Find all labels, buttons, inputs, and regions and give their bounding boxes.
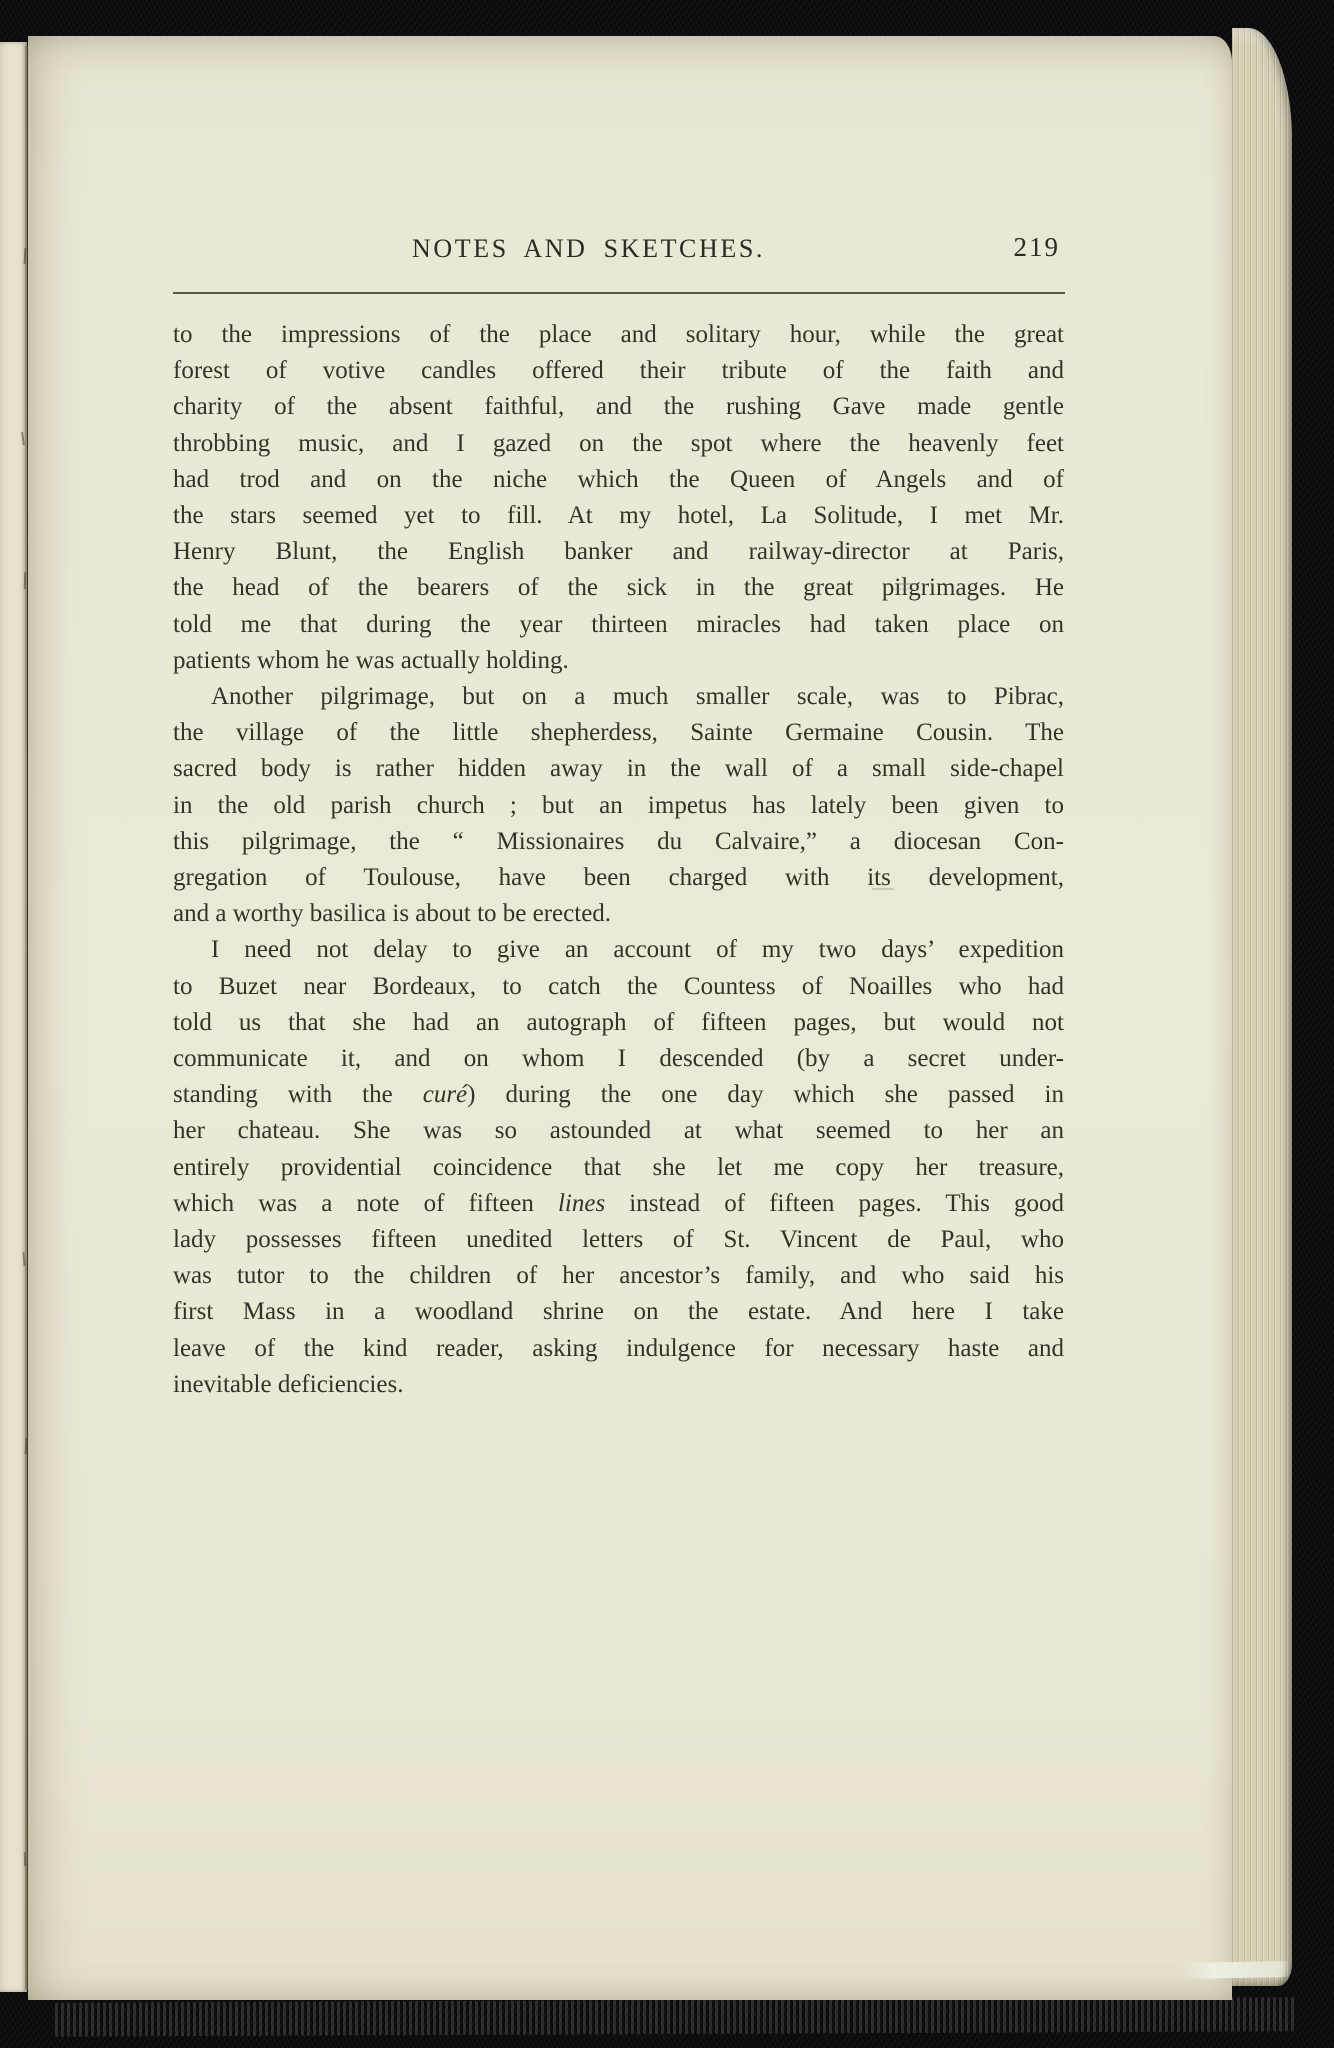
text-line <box>173 896 1064 932</box>
body-text: Another pilgrimage, but on a much smaller scale, was to Pibrac, <box>211 683 1064 711</box>
text-line <box>173 317 1064 353</box>
body-text: throbbing music, and I gazed on the spot where the heavenly feet <box>173 429 1064 457</box>
body-text: entirely providential coincidence that she let me copy her treasure, <box>173 1153 1064 1181</box>
italic-text: curé <box>422 1081 468 1109</box>
text-line <box>173 1222 1064 1258</box>
margin-pen-tick <box>24 1852 26 1866</box>
body-text: I need not delay to give an account of my two days’ expedition <box>211 936 1064 964</box>
text-line <box>173 1258 1064 1294</box>
body-text: told me that during the year thirteen miracles had taken place on <box>173 610 1064 638</box>
text-line <box>173 1331 1064 1367</box>
margin-blemish-dash <box>895 583 915 585</box>
body-text: told us that she had an autograph of fifteen pages, but would not <box>173 1008 1064 1036</box>
text-line <box>173 1367 1064 1403</box>
text-line <box>173 389 1064 425</box>
text-line <box>173 788 1064 824</box>
page-number: 219 <box>1013 232 1060 262</box>
book-cover-texture-band <box>55 1997 1295 2036</box>
body-text: had trod and on the niche which the Queen of Angels and of <box>173 465 1064 493</box>
body-text: to the impressions of the place and solitary hour, while the great <box>173 321 1064 348</box>
text-line <box>173 462 1064 498</box>
body-text: patients whom he was actually holding. <box>173 646 569 674</box>
body-text: leave of the kind reader, asking indulgence for necessary haste and <box>173 1334 1064 1362</box>
body-text: the village of the little shepherdess, Sainte Germaine Cousin. The <box>173 719 1064 747</box>
running-head <box>173 234 1064 276</box>
body-text: which was a note of fifteen <box>173 1189 558 1217</box>
text-line <box>173 426 1064 462</box>
body-text: communicate it, and on whom I descended (by a secret under- <box>173 1045 1064 1073</box>
body-text: standing with the <box>173 1081 423 1109</box>
book-page <box>28 36 1232 2000</box>
header-rule <box>173 292 1065 294</box>
text-line <box>173 1041 1064 1077</box>
body-text: her chateau. She was so astounded at what seemed to her an <box>173 1117 1064 1145</box>
paragraph <box>173 932 1064 1403</box>
body-text: this pilgrimage, the “ Missionaires du Calvaire,” a diocesan Con- <box>173 827 1064 855</box>
body-text: instead of fifteen pages. This good <box>605 1189 1064 1217</box>
text-line <box>173 969 1064 1005</box>
page-edge-stack <box>1232 28 1292 1986</box>
text-line <box>173 715 1064 751</box>
body-text: the stars seemed yet to fill. At my hotel, La Solitude, I met Mr. <box>173 502 1064 530</box>
text-line <box>173 1113 1064 1149</box>
page-edge-bottom-highlight <box>1180 1961 1290 1979</box>
text-block <box>173 317 1064 1403</box>
italic-text: lines <box>557 1189 606 1217</box>
text-line <box>173 607 1064 643</box>
margin-blemish-dash <box>872 888 894 890</box>
body-text: first Mass in a woodland shrine on the estate. And here I take <box>173 1298 1064 1326</box>
body-text: Henry Blunt, the English banker and railway-director at Paris, <box>173 538 1064 566</box>
text-line <box>173 1150 1064 1186</box>
text-line <box>173 1005 1064 1041</box>
text-line <box>173 498 1064 534</box>
body-text: and a worthy basilica is about to be erected. <box>173 900 612 928</box>
text-line <box>173 570 1064 606</box>
text-line <box>173 353 1064 389</box>
body-text: gregation of Toulouse, have been charged with its development, <box>173 864 1064 892</box>
body-text: forest of votive candles offered their tribute of the faith and <box>173 357 1064 385</box>
text-line <box>173 751 1064 787</box>
text-line <box>173 824 1064 860</box>
text-line <box>173 643 1064 679</box>
body-text: charity of the absent faithful, and the rushing Gave made gentle <box>173 393 1064 421</box>
paragraph <box>173 317 1064 679</box>
body-text: ) during the one day which she passed in <box>467 1081 1064 1109</box>
body-text: the head of the bearers of the sick in the great pilgrimages. He <box>173 574 1064 602</box>
body-text: to Buzet near Bordeaux, to catch the Countess of Noailles who had <box>173 972 1064 1000</box>
body-text: was tutor to the children of her ancestor’s family, and who said his <box>173 1262 1064 1290</box>
body-text: sacred body is rather hidden away in the wall of a small side-chapel <box>173 755 1064 783</box>
facing-page-sliver <box>0 42 27 1992</box>
paragraph <box>173 679 1064 932</box>
text-line <box>173 534 1064 570</box>
body-text: lady possesses fifteen unedited letters of St. Vincent de Paul, who <box>173 1226 1064 1254</box>
text-line <box>173 679 1064 715</box>
page-title: NOTES AND SKETCHES. <box>411 234 766 263</box>
text-line <box>173 1077 1064 1113</box>
text-line <box>173 1186 1064 1222</box>
body-text: inevitable deficiencies. <box>173 1370 404 1398</box>
body-text: in the old parish church ; but an impetus has lately been given to <box>173 791 1064 819</box>
text-line <box>173 860 1064 896</box>
text-line <box>173 1294 1064 1330</box>
text-line <box>173 932 1064 968</box>
